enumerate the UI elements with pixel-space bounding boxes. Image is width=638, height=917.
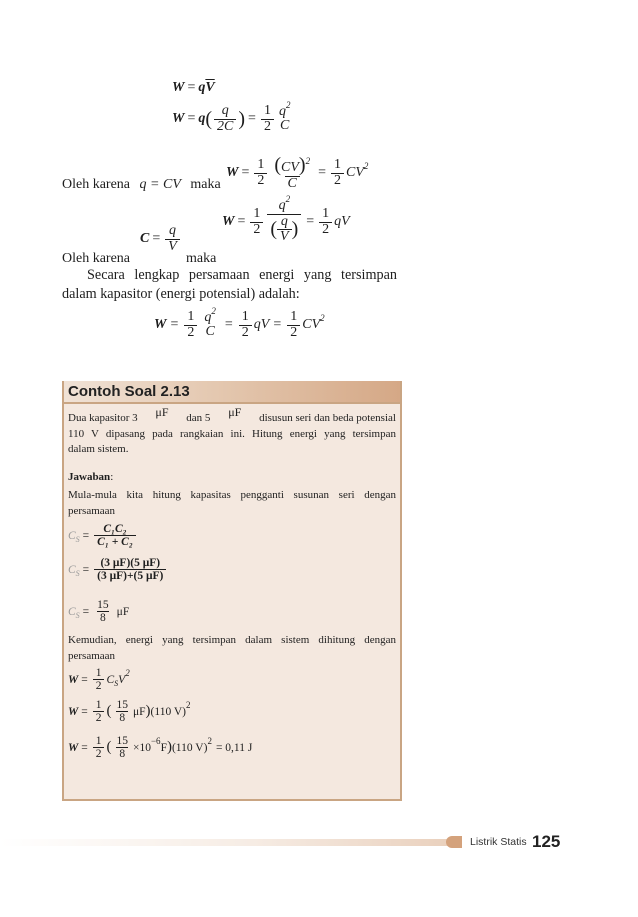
fraction: $\frac{15}{8}$ — [116, 735, 128, 761]
eq-symbol: q — [198, 111, 206, 127]
fraction: $\frac{(CV)^2}{C}$ — [274, 154, 311, 191]
paragraph-line: Secara lengkap persamaan energi yang tersimpan — [87, 267, 397, 283]
step2-text — [68, 633, 396, 664]
equation-c-q-v: C = $\frac{q}{V}$ — [140, 224, 182, 254]
example-box — [62, 381, 402, 801]
summary-paragraph — [62, 266, 397, 303]
equation-w-qv-2: W = $\frac{1}{2}$ $q^2$ ( $\frac{q}{V}$ ) = $\frac{1}{2}$ qV — [222, 194, 350, 245]
fraction: $\frac{1}{2}$ — [250, 207, 263, 237]
because-line-2-label: Oleh karena — [62, 251, 131, 266]
eq-symbol: W — [172, 80, 185, 95]
problem-line: dalam sistem. — [68, 443, 129, 455]
footer-section-title: Listrik Statis — [470, 836, 527, 848]
fraction: $\frac{15}{8}$ — [116, 699, 128, 725]
cs-formula-2: $C_S$ = $\frac{(3 \mu F)(5 \mu F)}{(3 \mu F)+(5 \mu F)}$ — [68, 557, 168, 582]
w-formula-2: W = $\frac{1}{2}$ ( $\frac{15}{8}$ μF ) (110 V)$^2$ — [68, 699, 191, 725]
footer-tab-marker — [446, 836, 462, 848]
step1-text — [68, 488, 396, 519]
summary-equation: W = $\frac{1}{2}$ $q^2$ C = $\frac{1}{2}$ qV = $\frac{1}{2}$ $CV^2$ — [154, 305, 325, 340]
paragraph-line: dalam kapasitor (energi potensial) adalah: — [62, 285, 300, 302]
fraction: $\frac{q}{2C}$ — [214, 104, 236, 134]
equation-w-cv: W = $\frac{1}{2}$ $\frac{(CV)^2}{C}$ = $\frac{1}{2}$ $CV^2$ — [226, 154, 369, 191]
fraction: $\frac{1}{2}$ — [319, 207, 332, 237]
fraction: $\frac{1}{2}$ — [287, 310, 300, 340]
fraction: $q^2$ ( $\frac{q}{V}$ ) — [267, 199, 301, 245]
w-formula-3: W = $\frac{1}{2}$ ( $\frac{15}{8}$ $\times 10^{-6}$ F ) (110 V)$^2$ = 0,11 J — [68, 735, 253, 761]
problem-line: Dua kapasitor 3 μF dan 5 μF disusun seri dan beda potensial — [68, 405, 396, 424]
example-divider — [64, 402, 400, 404]
answer-label: Jawaban: — [68, 471, 114, 483]
page-number: 125 — [532, 832, 561, 851]
fraction: $\frac{\text{C₁C₂}}{\text{C₁ + C₂}}$ — [94, 523, 136, 548]
step-line: persamaan — [68, 649, 116, 662]
eq-symbol: W — [172, 111, 185, 127]
cs-formula-1: $C_S$ = $\frac{\text{C₁C₂}}{\text{C₁ + C₂}}$ — [68, 523, 138, 548]
step-line: persamaan — [68, 504, 116, 517]
fraction: $\frac{1}{2}$ — [93, 667, 105, 692]
eq-symbol: $\overline{V}$ — [205, 80, 215, 95]
fraction: $\frac{1}{2}$ — [93, 699, 105, 724]
fraction: $\frac{(3 \mu F)(5 \mu F)}{(3 \mu F)+(5 \mu F)}$ — [94, 557, 166, 582]
problem-statement — [68, 405, 396, 458]
because-line-2-maka: maka — [186, 251, 217, 266]
example-title: Contoh Soal 2.13 — [68, 383, 190, 400]
eq-symbol: q — [198, 80, 206, 95]
fraction: $\frac{1}{2}$ — [331, 158, 344, 188]
fraction: $\frac{1}{2}$ — [93, 735, 105, 760]
fraction: $\frac{1}{2}$ — [184, 310, 197, 340]
step-line: Mula-mula kita hitung kapasitas pengganti susunan seri dengan — [68, 489, 396, 501]
problem-line: 110 V dipasang pada rangkaian ini. Hitung energi yang tersimpan — [68, 427, 396, 440]
step-line: Kemudian, energi yang tersimpan dalam sistem dihitung dengan — [68, 634, 396, 646]
fraction: $\frac{1}{2}$ — [261, 104, 274, 134]
fraction: $\frac{15}{8}$ — [97, 599, 109, 625]
cs-formula-3: $C_S$ = $\frac{15}{8}$ μF — [68, 599, 130, 625]
w-formula-1: W = $\frac{1}{2}$ $C_SV^2$ — [68, 667, 130, 693]
equation-w-qv: W = q $\overline{V}$ — [172, 80, 215, 95]
fraction: $q^2$ C — [278, 99, 291, 134]
fraction: $\frac{1}{2}$ — [254, 158, 267, 188]
equation-w-q-2c: W = q ( $\frac{q}{2C}$ ) = $\frac{1}{2}$ $q^2$ C — [172, 104, 295, 134]
fraction: $\frac{1}{2}$ — [239, 310, 252, 340]
because-line-1: Oleh karena q = CV maka — [62, 177, 221, 192]
fraction: $q^2$ C — [204, 305, 216, 340]
fraction: $\frac{q}{V}$ — [165, 224, 180, 254]
footer-bar — [0, 839, 460, 846]
